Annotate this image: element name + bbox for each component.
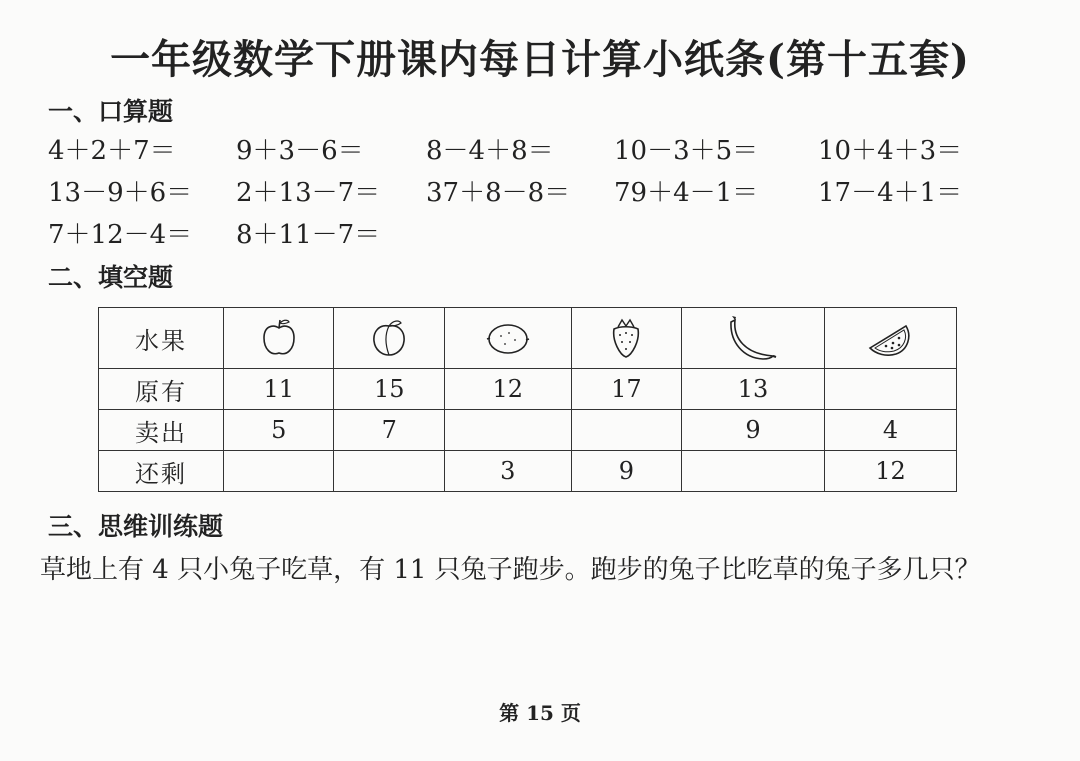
table-cell — [224, 451, 334, 492]
table-cell — [824, 369, 956, 410]
page-title: 一年级数学下册课内每日计算小纸条(第十五套) — [110, 36, 970, 83]
section2-heading: 二、填空题 — [48, 263, 174, 292]
problem: 79＋4－1＝ — [614, 178, 759, 208]
problem: 13－9＋6＝ — [48, 178, 193, 208]
table-cell: 13 — [682, 369, 825, 410]
problem: 8－4＋8＝ — [426, 136, 554, 166]
table-row — [99, 410, 957, 451]
table-row — [99, 451, 957, 492]
fruit-table — [98, 307, 957, 492]
table-cell: 4 — [824, 410, 956, 451]
problem: 10－3＋5＝ — [614, 136, 759, 166]
banana-icon — [682, 308, 825, 369]
strawberry-icon — [571, 308, 681, 369]
table-cell: 5 — [224, 410, 334, 451]
problem-row — [48, 172, 1048, 214]
table-row — [99, 308, 957, 369]
table-cell: 9 — [571, 451, 681, 492]
mental-math-problems — [48, 130, 1048, 256]
table-cell: 7 — [334, 410, 444, 451]
watermelon-icon — [824, 308, 956, 369]
table-cell: 12 — [444, 369, 571, 410]
table-row — [99, 369, 957, 410]
problem: 8＋11－7＝ — [236, 220, 381, 250]
row-label: 卖出 — [99, 410, 224, 451]
table-cell: 15 — [334, 369, 444, 410]
word-problem: 草地上有 4 只小兔子吃草，有 11 只兔子跑步。跑步的兔子比吃草的兔子多几只？ — [40, 555, 981, 585]
table-cell: 9 — [682, 410, 825, 451]
row-label: 原有 — [99, 369, 224, 410]
problem: 37＋8－8＝ — [426, 178, 571, 208]
section3-heading: 三、思维训练题 — [48, 512, 224, 541]
problem-row — [48, 130, 1048, 172]
table-cell: 3 — [444, 451, 571, 492]
table-cell — [571, 410, 681, 451]
problem: 10＋4＋3＝ — [818, 136, 963, 166]
table-cell: 12 — [824, 451, 956, 492]
table-cell — [334, 451, 444, 492]
row-label: 水果 — [99, 308, 224, 369]
problem: 2＋13－7＝ — [236, 178, 381, 208]
problem: 4＋2＋7＝ — [48, 136, 176, 166]
problem: 17－4＋1＝ — [818, 178, 963, 208]
table-cell: 11 — [224, 369, 334, 410]
peach-icon — [334, 308, 444, 369]
section1-heading: 一、口算题 — [48, 97, 174, 126]
row-label: 还剩 — [99, 451, 224, 492]
table-cell — [682, 451, 825, 492]
problem-row — [48, 214, 1048, 256]
table-cell — [444, 410, 571, 451]
page-number: 第 15 页 — [499, 701, 581, 725]
apple-icon — [224, 308, 334, 369]
problem: 7＋12－4＝ — [48, 220, 193, 250]
table-cell: 17 — [571, 369, 681, 410]
problem: 9＋3－6＝ — [236, 136, 364, 166]
lemon-icon — [444, 308, 571, 369]
